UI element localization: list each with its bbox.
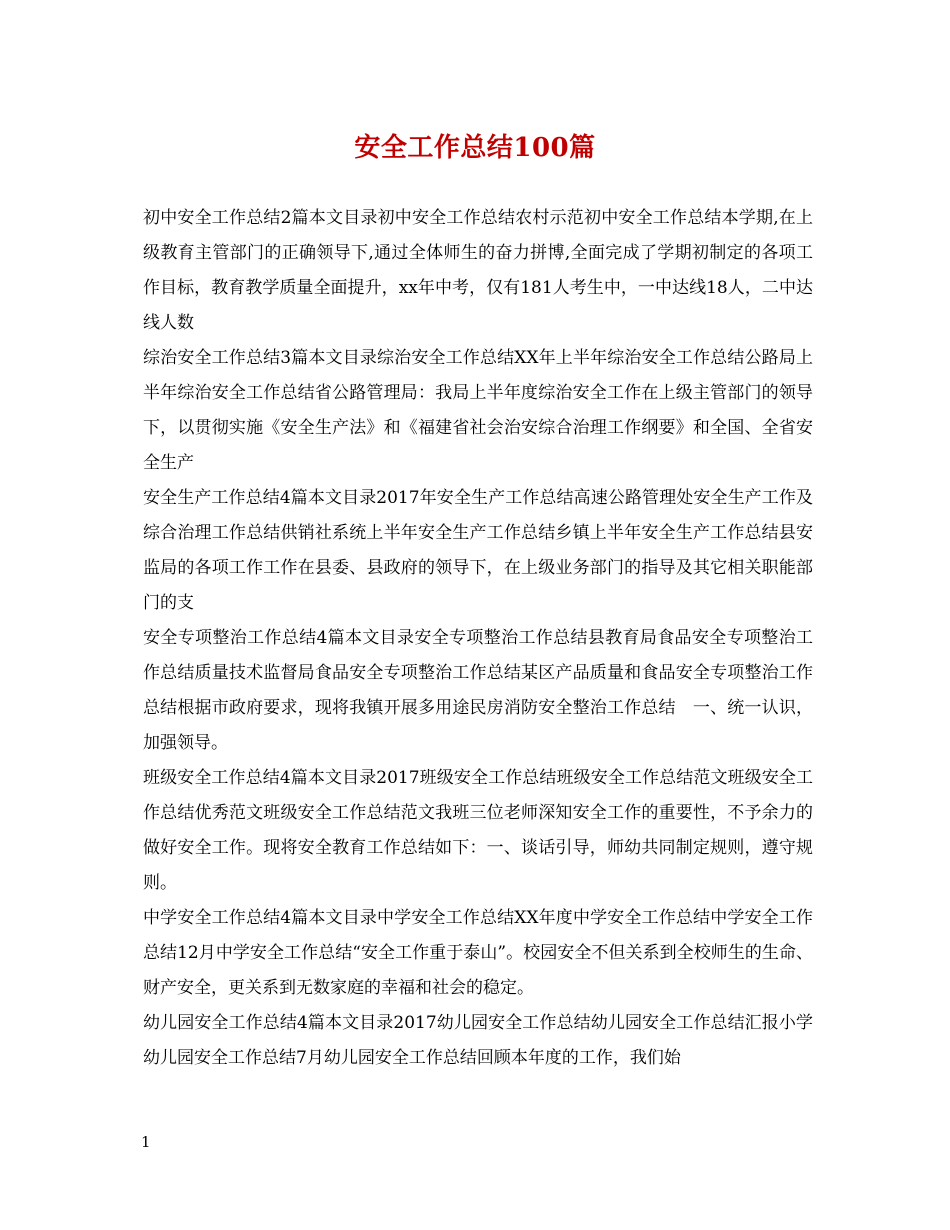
page-number: 1 [141,1133,151,1151]
document-body [143,201,813,1076]
paragraph-class-safety: 班级安全工作总结4篇本文目录2017班级安全工作总结班级安全工作总结范文班级安全工作总结优秀范文班级安全工作总结范文我班三位老师深知安全工作的重要性，不予余力的做好安全工作。现将安全教育工作总结如下：一、谈话引导，师幼共同制定规则，遵守规则。 [143,768,813,893]
paragraph-production-safety: 安全生产工作总结4篇本文目录2017年安全生产工作总结高速公路管理处安全生产工作及综合治理工作总结供销社系统上半年安全生产工作总结乡镇上半年安全生产工作总结县安监局的各项工作工作在县委、县政府的领导下，在上级业务部门的指导及其它相关职能部门的支 [143,488,813,613]
paragraph-comprehensive-safety: 综治安全工作总结3篇本文目录综治安全工作总结XX年上半年综治安全工作总结公路局上半年综治安全工作总结省公路管理局：我局上半年度综治安全工作在上级主管部门的领导下，以贯彻实施《安全生产法》和《福建省社会治安综合治理工作纲要》和全国、全省安全生产 [143,348,813,473]
document-title: 安全工作总结100篇 [354,133,596,163]
paragraph-special-rectification: 安全专项整治工作总结4篇本文目录安全专项整治工作总结县教育局食品安全专项整治工作总结质量技术监督局食品安全专项整治工作总结某区产品质量和食品安全专项整治工作总结根据市政府要求，现将我镇开展多用途民房消防安全整治工作总结 一、统一认识，加强领导。 [143,628,813,753]
paragraph-middle-school-safety: 中学安全工作总结4篇本文目录中学安全工作总结XX年度中学安全工作总结中学安全工作总结12月中学安全工作总结“安全工作重于泰山”。校园安全不但关系到全校师生的生命、财产安全，更关系到无数家庭的幸福和社会的稳定。 [143,908,813,998]
paragraph-kindergarten-safety: 幼儿园安全工作总结4篇本文目录2017幼儿园安全工作总结幼儿园安全工作总结汇报小学幼儿园安全工作总结7月幼儿园安全工作总结回顾本年度的工作，我们始 [143,1013,813,1068]
paragraph-junior-high-safety: 初中安全工作总结2篇本文目录初中安全工作总结农村示范初中安全工作总结本学期,在上级教育主管部门的正确领导下,通过全体师生的奋力拼博,全面完成了学期初制定的各项工作目标，教育教学质量全面提升，xx年中考，仅有181人考生中，一中达线18人，二中达线人数 [143,208,813,333]
